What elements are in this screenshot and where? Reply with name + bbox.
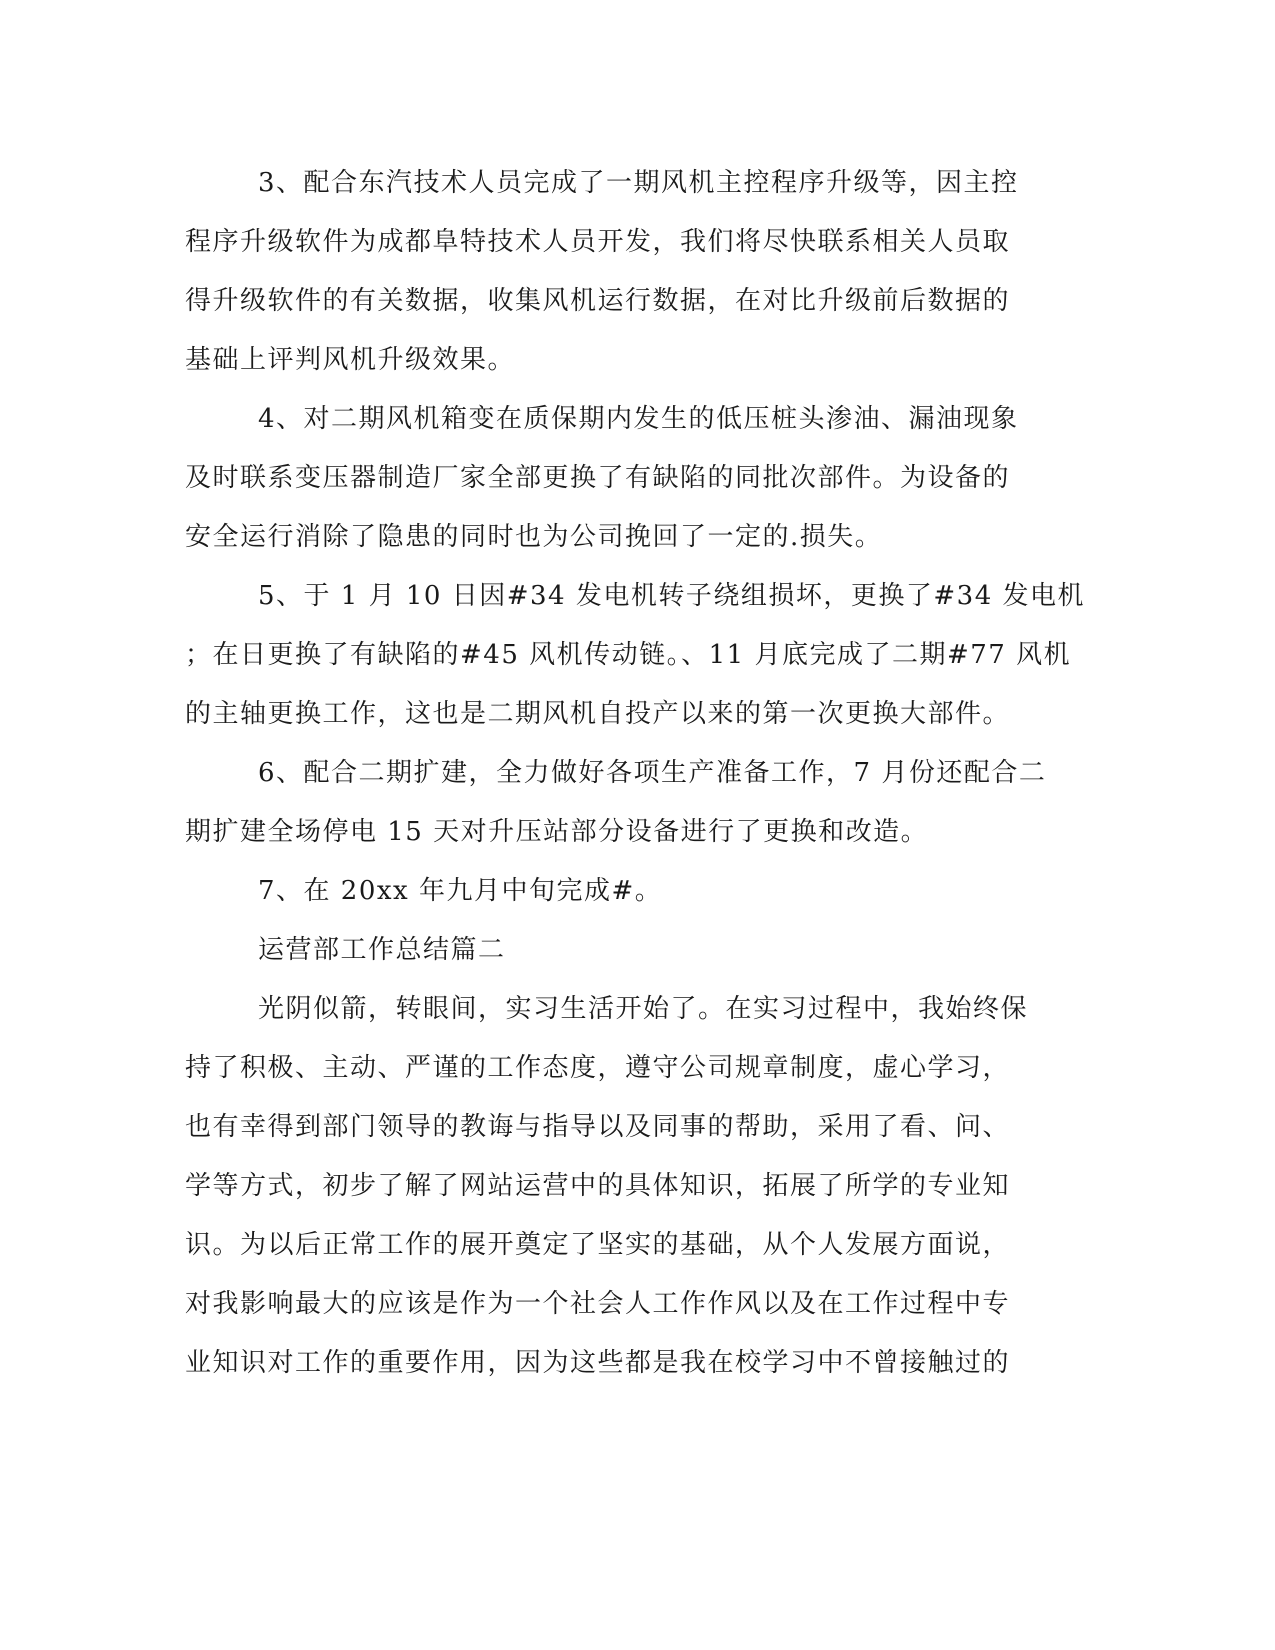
paragraph-6-line-2: 期扩建全场停电 15 天对升压站部分设备进行了更换和改造。 [185,817,929,847]
paragraph-8-line-1: 光阴似箭，转眼间，实习生活开始了。在实习过程中，我始终保 [258,994,1029,1024]
paragraph-4-line-1: 4、对二期风机箱变在质保期内发生的低压桩头渗油、漏油现象 [258,404,1019,434]
paragraph-4-line-2: 及时联系变压器制造厂家全部更换了有缺陷的同批次部件。为设备的 [185,463,1011,493]
paragraph-8-line-7: 业知识对工作的重要作用，因为这些都是我在校学习中不曾接触过的 [185,1348,1011,1378]
paragraph-5-line-2: ；在日更换了有缺陷的#45 风机传动链。、11 月底完成了二期#77 风机 [185,640,1072,670]
paragraph-3-line-1: 3、配合东汽技术人员完成了一期风机主控程序升级等，因主控 [258,168,1019,198]
paragraph-8-line-4: 学等方式，初步了解了网站运营中的具体知识，拓展了所学的专业知 [185,1171,1011,1201]
paragraph-5-line-3: 的主轴更换工作，这也是二期风机自投产以来的第一次更换大部件。 [185,699,1011,729]
paragraph-8-line-3: 也有幸得到部门领导的教诲与指导以及同事的帮助，采用了看、问、 [185,1112,1011,1142]
paragraph-8-line-6: 对我影响最大的应该是作为一个社会人工作作风以及在工作过程中专 [185,1289,1011,1319]
paragraph-8-line-2: 持了积极、主动、严谨的工作态度，遵守公司规章制度，虚心学习， [185,1053,1011,1083]
paragraph-6-line-1: 6、配合二期扩建，全力做好各项生产准备工作，7 月份还配合二 [258,758,1047,788]
paragraph-7-line-1: 7、在 20xx 年九月中旬完成#。 [258,876,663,906]
paragraph-5-line-1: 5、于 1 月 10 日因#34 发电机转子绕组损坏，更换了#34 发电机 [258,581,1085,611]
paragraph-4-line-3: 安全运行消除了隐患的同时也为公司挽回了一定的.损失。 [185,522,883,552]
paragraph-3-line-4: 基础上评判风机升级效果。 [185,345,516,375]
paragraph-3-line-3: 得升级软件的有关数据，收集风机运行数据，在对比升级前后数据的 [185,286,1011,316]
section-heading: 运营部工作总结篇二 [258,935,506,965]
paragraph-3-line-2: 程序升级软件为成都阜特技术人员开发，我们将尽快联系相关人员取 [185,227,1011,257]
paragraph-8-line-5: 识。为以后正常工作的展开奠定了坚实的基础，从个人发展方面说， [185,1230,1011,1260]
